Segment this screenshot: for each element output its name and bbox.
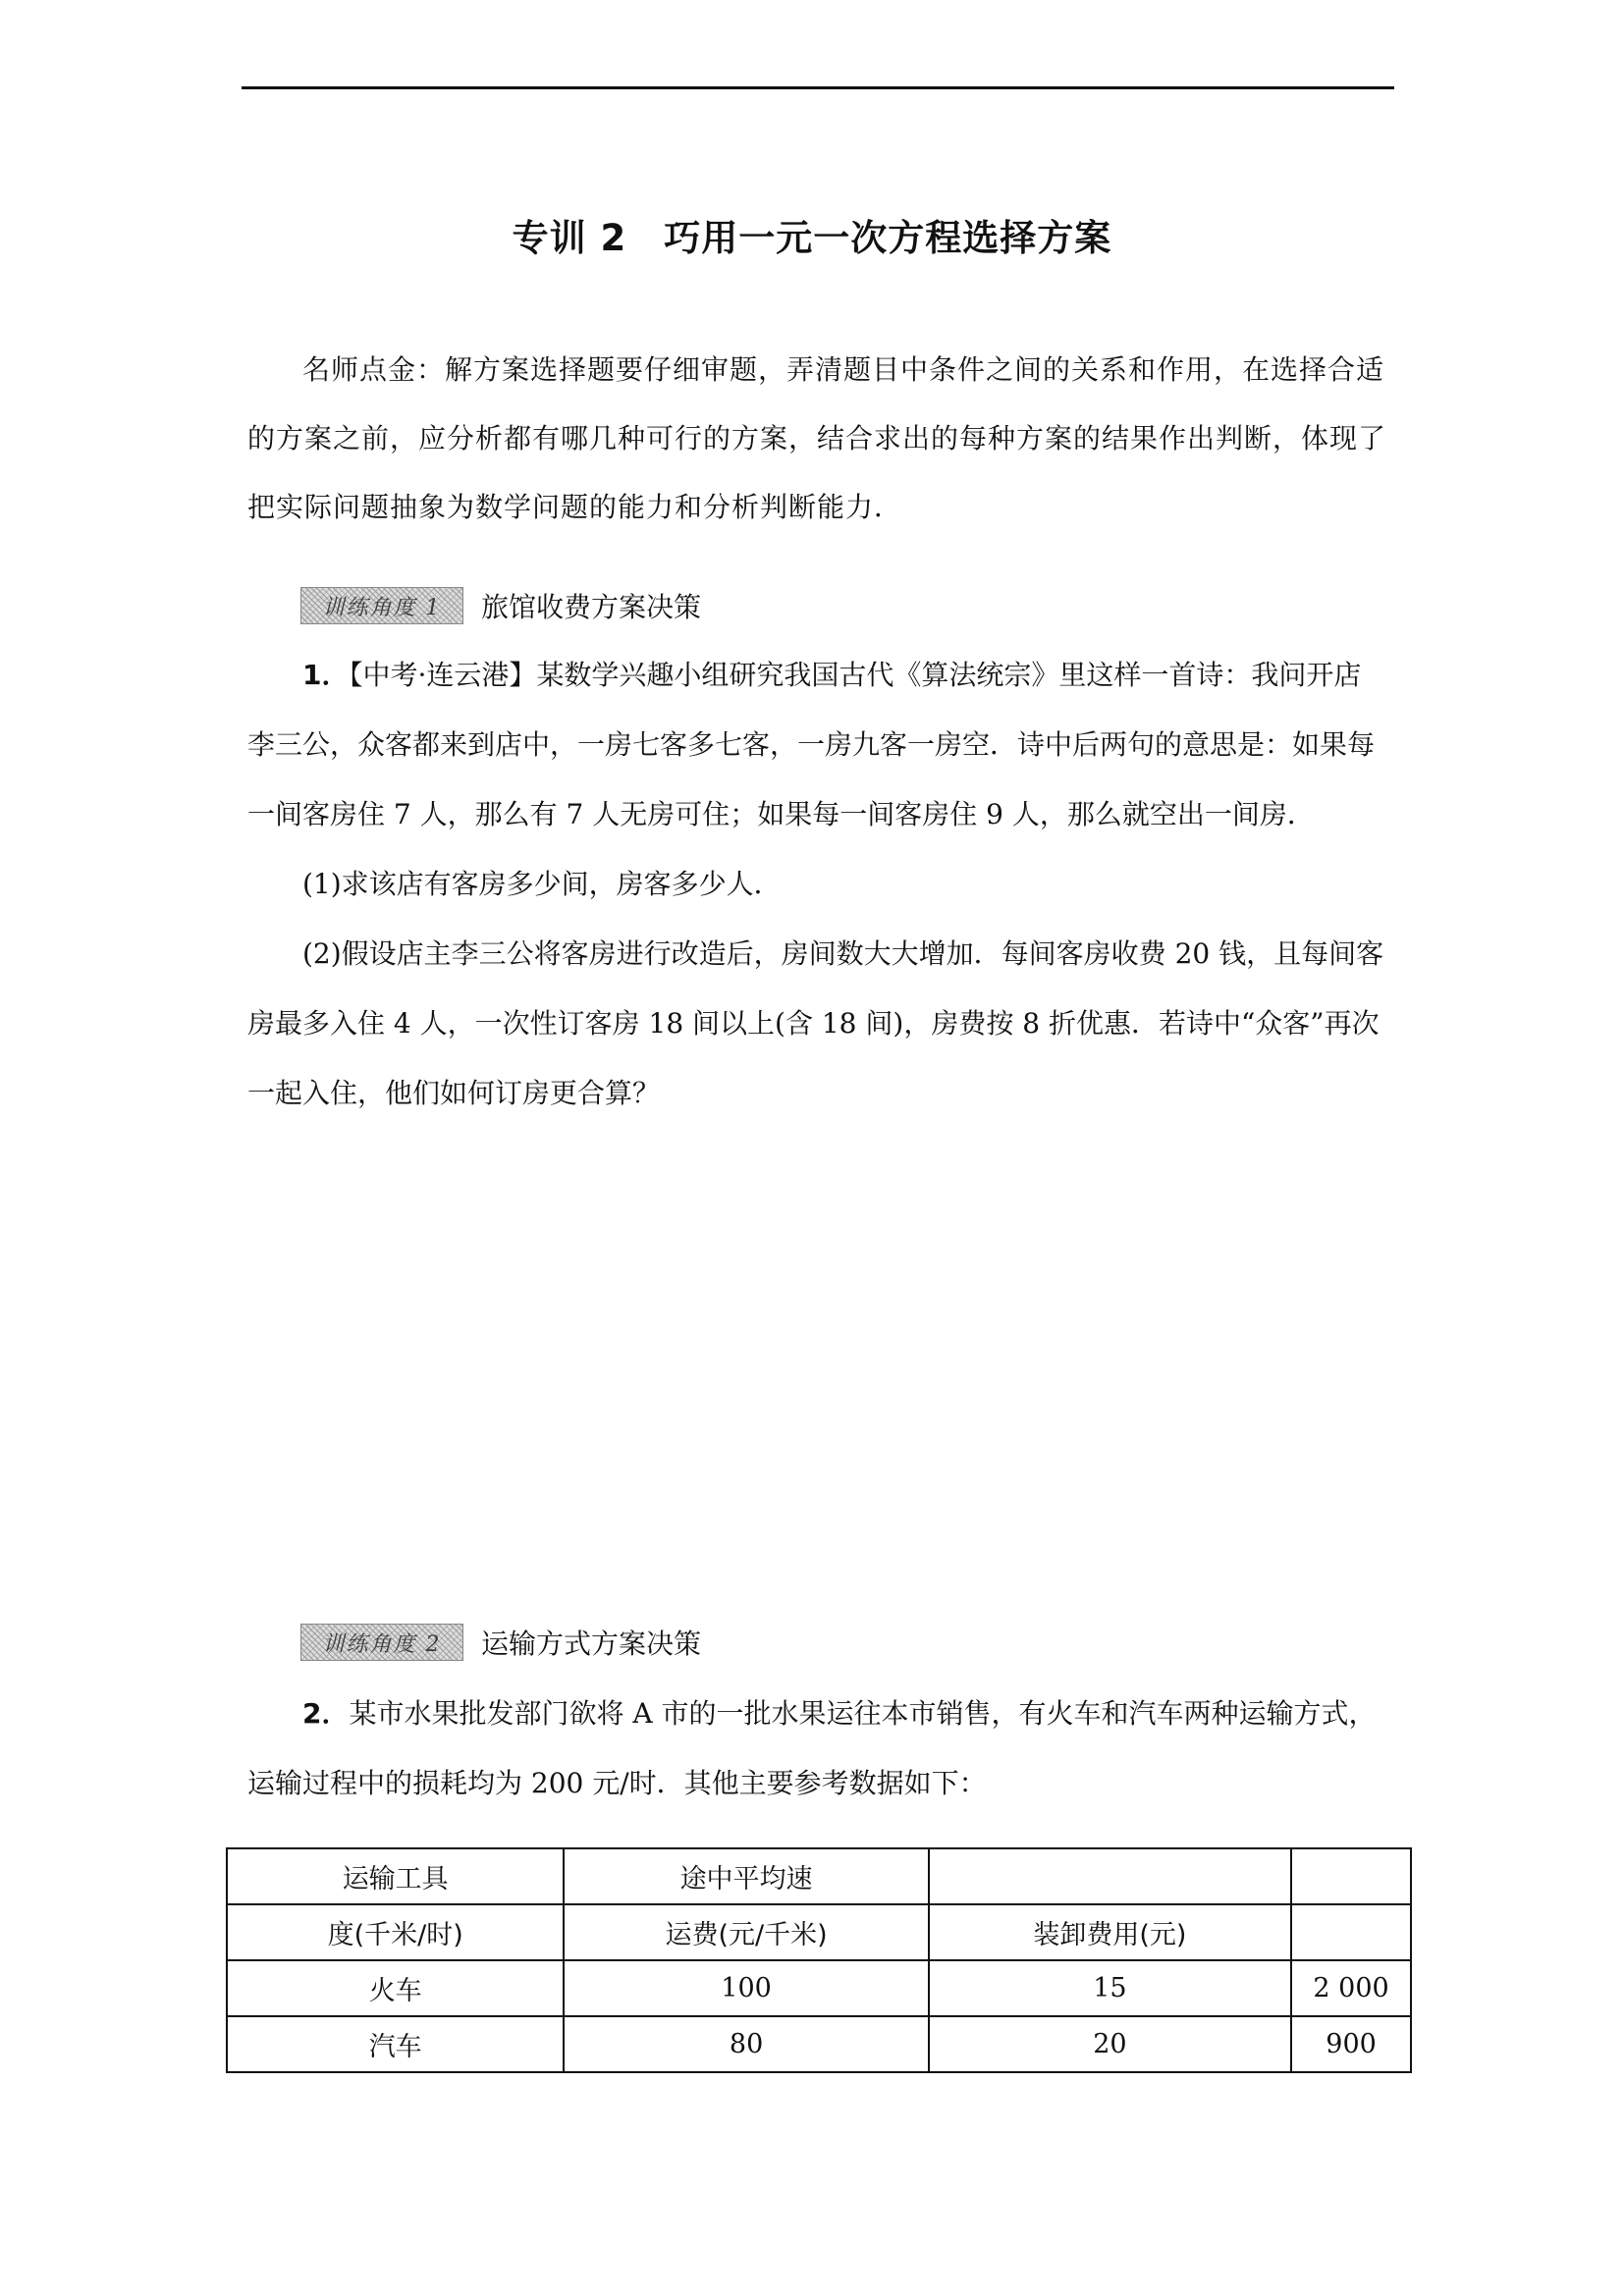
table-row bbox=[227, 1960, 1411, 2016]
table-header-cell: 运输工具 bbox=[227, 1848, 564, 1904]
section-title: 运输方式方案决策 bbox=[481, 1628, 702, 1660]
question-2-stem bbox=[247, 1679, 1386, 1818]
table-header-cell bbox=[1291, 1848, 1411, 1904]
top-rule bbox=[242, 86, 1394, 89]
section-badge: 训练角度 1 bbox=[300, 587, 463, 624]
table-cell: 15 bbox=[929, 1960, 1291, 2016]
table-header-row bbox=[227, 1848, 1411, 1904]
question-text: 某数学兴趣小组研究我国古代《算法统宗》里这样一首诗：我问开店李三公，众客都来到店中，一房七客多七客，一房九客一房空．诗中后两句的意思是：如果每一间客房住 7 人，那么有 7 人无房可住；如果每一间客房住 9 人，那么就空出一间房． bbox=[247, 659, 1376, 830]
question-source: 【中考·连云港】 bbox=[349, 659, 537, 691]
question-1 bbox=[247, 640, 1386, 1128]
question-1-part-1: (1)求该店有客房多少间，房客多少人． bbox=[302, 868, 782, 900]
section-badge: 训练角度 2 bbox=[300, 1624, 463, 1661]
page-title: 专训 2 巧用一元一次方程选择方案 bbox=[512, 217, 1112, 259]
table-header-cell: 运费(元/千米) bbox=[564, 1904, 928, 1960]
question-1-part-2: (2)假设店主李三公将客房进行改造后，房间数大大增加．每间客房收费 20 钱，且每间客房最多入住 4 人，一次性订客房 18 间以上(含 18 间)，房费按 8 折优惠．若诗中“众客”再次一起入住，他们如何订房更合算？ bbox=[247, 937, 1384, 1109]
table-cell: 20 bbox=[929, 2016, 1291, 2072]
question-2 bbox=[247, 1679, 1386, 1818]
table-cell: 2 000 bbox=[1291, 1960, 1411, 2016]
table-header-cell bbox=[1291, 1904, 1411, 1960]
question-number: 2． bbox=[302, 1697, 350, 1730]
table-header-row bbox=[227, 1904, 1411, 1960]
table-cell: 汽车 bbox=[227, 2016, 564, 2072]
table-header-cell: 度(千米/时) bbox=[227, 1904, 564, 1960]
intro-paragraph: 名师点金：解方案选择题要仔细审题，弄清题目中条件之间的关系和作用，在选择合适的方案之前，应分析都有哪几种可行的方案，结合求出的每种方案的结果作出判断，体现了把实际问题抽象为数学问题的能力和分析判断能力． bbox=[247, 353, 1387, 523]
section-header-1 bbox=[300, 585, 701, 626]
question-text: 某市水果批发部门欲将 A 市的一批水果运往本市销售，有火车和汽车两种运输方式，运输过程中的损耗均为 200 元/时．其他主要参考数据如下： bbox=[247, 1697, 1377, 1799]
table-header-cell: 途中平均速 bbox=[564, 1848, 928, 1904]
table-cell: 100 bbox=[564, 1960, 928, 2016]
table-header-cell: 装卸费用(元) bbox=[929, 1904, 1291, 1960]
table-cell: 900 bbox=[1291, 2016, 1411, 2072]
transport-data-table bbox=[226, 1847, 1412, 2073]
table-row bbox=[227, 2016, 1411, 2072]
section-title: 旅馆收费方案决策 bbox=[481, 591, 702, 623]
question-1-stem bbox=[247, 640, 1386, 849]
table-cell: 火车 bbox=[227, 1960, 564, 2016]
table-header-cell bbox=[929, 1848, 1291, 1904]
section-header-2 bbox=[300, 1622, 701, 1663]
table-cell: 80 bbox=[564, 2016, 928, 2072]
question-number: 1． bbox=[302, 659, 350, 691]
